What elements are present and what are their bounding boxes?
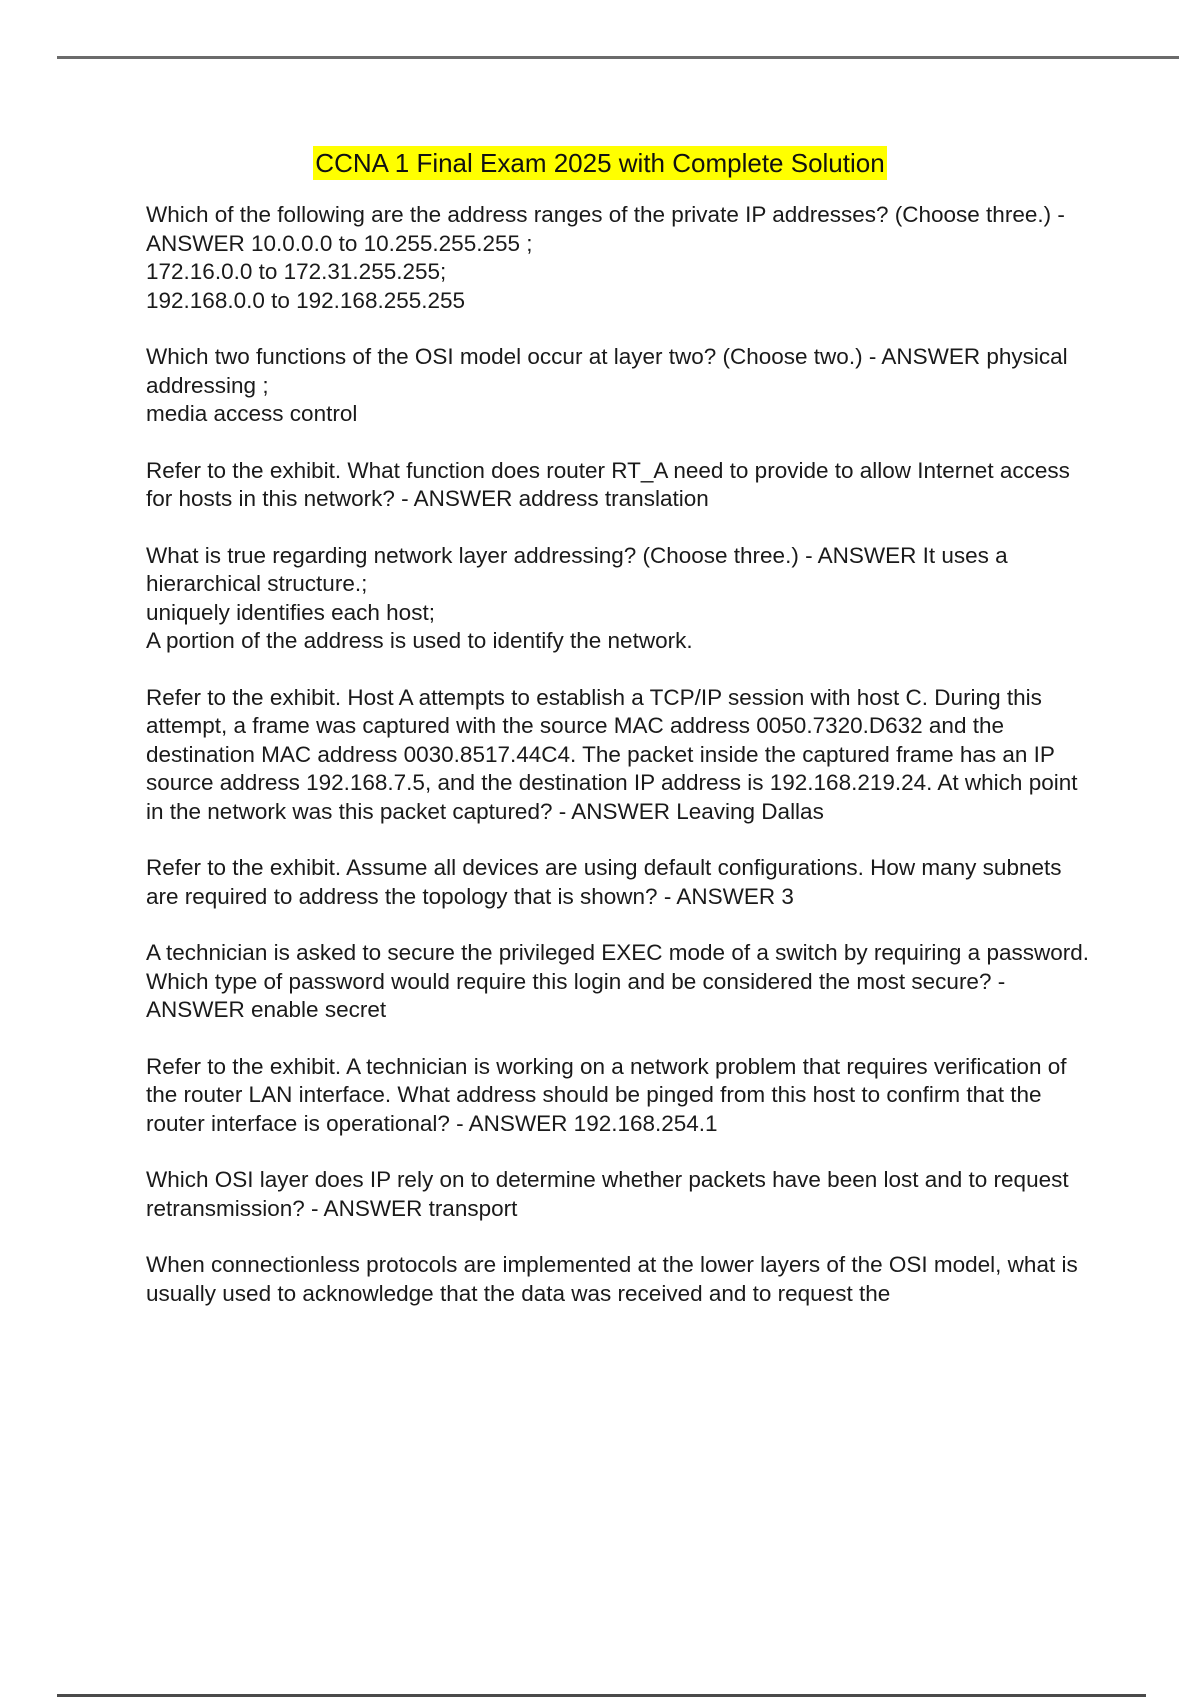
- bottom-divider: [57, 1694, 1146, 1697]
- top-divider: [57, 56, 1179, 59]
- qa-line: Which of the following are the address ranges of the private IP addresses? (Choose three.) - ANSWER 10.0.0.0 to 10.255.255.255 ;: [146, 202, 1065, 256]
- title-container: [0, 146, 1200, 180]
- qa-item: [146, 684, 1091, 827]
- qa-line: Refer to the exhibit. A technician is working on a network problem that requires verification of the router LAN interface. What address should be pinged from this host to confirm that the router interface is operational? - ANSWER 192.168.254.1: [146, 1053, 1067, 1136]
- qa-item: [146, 542, 1091, 656]
- qa-line: When connectionless protocols are implemented at the lower layers of the OSI model, what is usually used to acknowledge that the data was received and to request the: [146, 1252, 1078, 1306]
- qa-line: What is true regarding network layer addressing? (Choose three.) - ANSWER It uses a hierarchical structure.;: [146, 542, 1008, 596]
- qa-line: 172.16.0.0 to 172.31.255.255;: [146, 259, 447, 284]
- qa-line: Refer to the exhibit. Assume all devices are using default configurations. How many subnets are required to address the topology that is shown? - ANSWER 3: [146, 855, 1062, 909]
- document-body: [146, 201, 1091, 1336]
- qa-item: [146, 1166, 1091, 1223]
- qa-line: Refer to the exhibit. Host A attempts to establish a TCP/IP session with host C. During this attempt, a frame was captured with the source MAC address 0050.7320.D632 and the destination MAC address 0030.8517.44C4. The packet inside the captured frame has an IP source address 192.168.7.5, and the destination IP address is 192.168.219.24. At which point in the network was this packet captured? - ANSWER Leaving Dallas: [146, 684, 1078, 824]
- qa-line: A portion of the address is used to identify the network.: [146, 628, 693, 653]
- qa-item: [146, 1053, 1091, 1139]
- qa-item: [146, 1251, 1091, 1308]
- document-title: CCNA 1 Final Exam 2025 with Complete Solution: [315, 148, 885, 178]
- qa-item: [146, 201, 1091, 315]
- qa-line: Refer to the exhibit. What function does router RT_A need to provide to allow Internet access for hosts in this network? - ANSWER address translation: [146, 457, 1070, 511]
- qa-line: Which OSI layer does IP rely on to determine whether packets have been lost and to request retransmission? - ANSWER transport: [146, 1167, 1069, 1221]
- qa-line: 192.168.0.0 to 192.168.255.255: [146, 287, 466, 313]
- qa-item: [146, 343, 1091, 429]
- qa-line: A technician is asked to secure the privileged EXEC mode of a switch by requiring a password. Which type of password would require this login and be considered the most secure? - ANSWER enable secret: [146, 940, 1089, 1022]
- qa-item: [146, 457, 1091, 514]
- qa-line: uniquely identifies each host;: [146, 599, 435, 625]
- qa-line: media access control: [146, 401, 358, 426]
- qa-item: [146, 854, 1091, 911]
- qa-line: Which two functions of the OSI model occur at layer two? (Choose two.) - ANSWER physical addressing ;: [146, 344, 1068, 398]
- qa-item: [146, 939, 1091, 1025]
